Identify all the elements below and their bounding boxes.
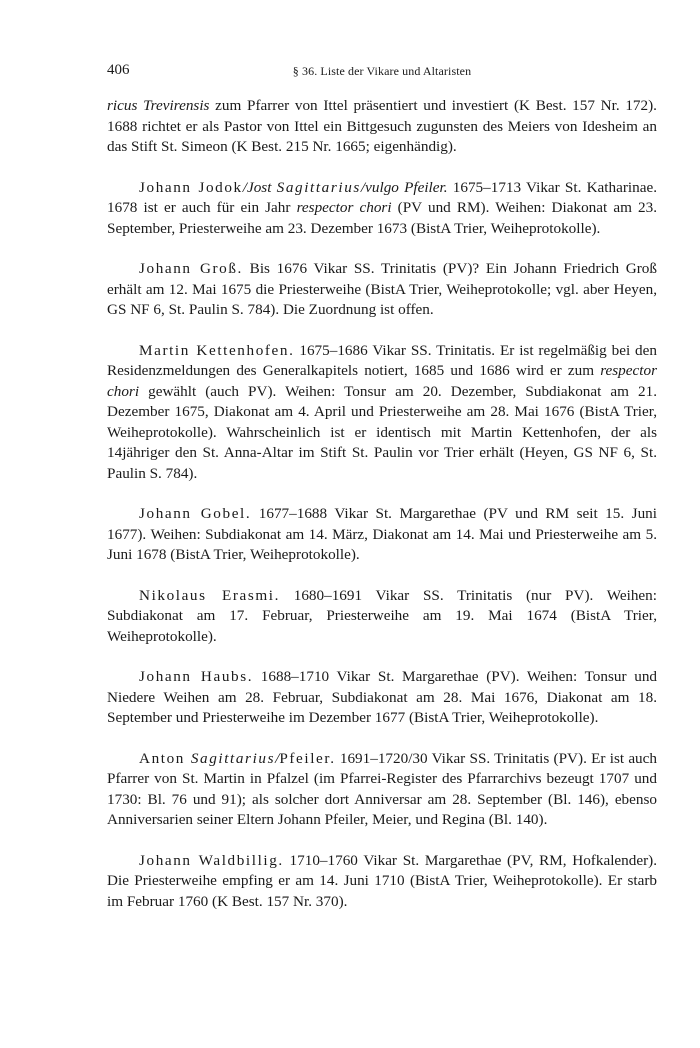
entry-text: gewählt (auch PV). Weihen: Tonsur am 20. Dezember, Subdiakonat am 21. Dezember 1675, Diakonat am 4. April und Priesterweihe am 28. Mai 1676 (BistA Trier, Weiheprotokolle). Wahrscheinlich ist er identisch mit Martin Kettenhofen, der als 14jähriger den St. Anna-Altar im Stift St. Paulin vor Trier erhält (Heyen, GS NF 6, St. Paulin S. 784).: [107, 382, 657, 482]
entry-name: Martin Kettenhofen.: [139, 341, 295, 359]
entry-text: 1675–1713 Vikar St. Katharinae. 1678 ist er auch für ein Jahr: [107, 178, 658, 216]
entry-name: Johann Waldbillig.: [139, 851, 284, 869]
entry-text: zum Pfarrer von Ittel präsentiert und investiert (K Best. 157 Nr. 172). 1688 richtet er als Pastor von Ittel ein Bittgesuch zugunsten des Meiers von Idesheim an das Stift St. Simeon (K Best. 215 Nr. 1665; eigenhändig).: [107, 97, 657, 155]
running-head: § 36. Liste der Vikare und Altaristen: [292, 64, 472, 78]
entry-name-variant: Sagittarius: [190, 749, 276, 767]
entry-name: Johann Groß.: [139, 260, 243, 277]
entry-name-variant: Sagittarius: [276, 178, 361, 196]
entry-text: (PV und RM). Weihen: Diakonat am 23. September, Priesterweihe am 23. Dezember 1673 (BistA Trier, Weiheprotokolle).: [107, 199, 657, 237]
entry-text: 1688–1710 Vikar St. Margarethae (PV). Weihen: Tonsur und Niedere Weihen am 28. Februar, Subdiakonat am 28. Mai 1676, Diakonat am 18. September und Priesterweihe im Dezember 1677 (BistA Trier, Weiheprotokolle).: [107, 668, 658, 726]
document-page: [107, 62, 657, 912]
entry-kettenhofen: [107, 341, 657, 485]
entry-name-variant: /vulgo Pfeiler.: [360, 178, 448, 196]
entry-text: 1691–1720/30 Vikar SS. Trinitatis (PV). Er ist auch Pfarrer von St. Martin in Pfalzel (im Pfarrei-Register des Pfarrarchivs bezeugt 1707 und 1730: Bl. 76 und 91); als solcher dort Anniversar am 28. September (Bl. 146), ebenso Anniversarien seiner Eltern Johann Pfeiler, Meier, und Regina (Bl. 140).: [107, 749, 657, 828]
entry-text: ricus Trevirensis: [107, 97, 210, 114]
entry-name: Johann Haubs.: [139, 668, 254, 685]
entry-continuation: [107, 96, 657, 158]
entry-text: respector chori: [107, 362, 657, 400]
page-number: 406: [107, 62, 130, 78]
entry-name: Nikolaus Erasmi.: [139, 586, 280, 604]
entry-gobel: [107, 504, 657, 566]
entry-sagittarius: [107, 749, 657, 831]
entry-name: Pfeiler.: [279, 749, 336, 767]
entry-jodok: [107, 178, 657, 240]
entry-erasmi: [107, 586, 657, 648]
entry-gross: [107, 259, 657, 321]
entry-name-variant: /Jost: [242, 178, 277, 196]
entry-name: Anton: [139, 749, 191, 767]
entry-text: 1677–1688 Vikar St. Margarethae (PV und RM seit 15. Juni 1677). Weihen: Subdiakonat am 14. März, Diakonat am 14. Mai und Priesterweihe am 5. Juni 1678 (BistA Trier, Weiheprotokolle).: [107, 505, 657, 563]
entry-text: 1710–1760 Vikar St. Margarethae (PV, RM, Hofkalender). Die Priesterweihe empfing er am 14. Juni 1710 (BistA Trier, Weiheprotokolle). Er starb im Februar 1760 (K Best. 157 Nr. 370).: [107, 851, 657, 910]
entry-text: Bis 1676 Vikar SS. Trinitatis (PV)? Ein Johann Friedrich Groß erhält am 12. Mai 1675 die Priesterweihe (BistA Trier, Weiheprotokolle; vgl. aber Heyen, GS NF 6, St. Paulin S. 784). Die Zuordnung ist offen.: [107, 260, 657, 318]
entry-text: respector chori: [296, 199, 392, 216]
entry-name: Johann Jodok: [139, 178, 243, 196]
entry-text: 1675–1686 Vikar SS. Trinitatis. Er ist regelmäßig bei den Residenzmeldungen des Generalkapitels notiert, 1685 und 1686 wird er zum: [107, 341, 657, 379]
entry-name: Johann Gobel.: [139, 505, 252, 522]
entry-name-variant: /: [275, 749, 280, 767]
entry-waldbillig: [107, 851, 657, 913]
entry-haubs: [107, 667, 657, 729]
page-header: [107, 62, 657, 82]
entry-text: 1680–1691 Vikar SS. Trinitatis (nur PV). Weihen: Subdiakonat am 17. Februar, Priesterweihe am 19. Mai 1674 (BistA Trier, Weiheprotokolle).: [107, 586, 657, 645]
